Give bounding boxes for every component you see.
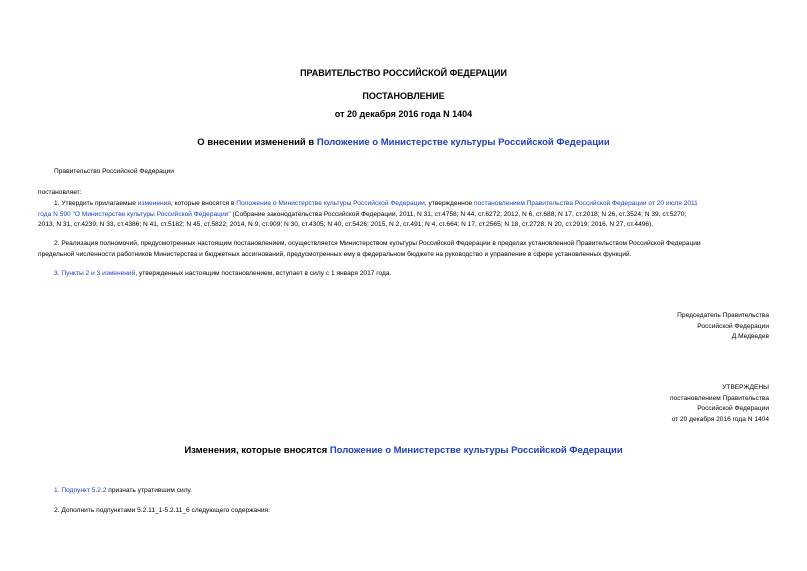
p3-link-items[interactable]: 3. Пункты 2 и 3 изменений bbox=[54, 270, 136, 277]
p1-text-2: , которые вносятся в bbox=[170, 200, 237, 207]
signature-block bbox=[569, 311, 769, 343]
signature-country: Российской Федерации bbox=[697, 322, 769, 330]
approval-line-3: Российской Федерации bbox=[697, 405, 769, 412]
change-item-1 bbox=[54, 486, 192, 497]
title-prefix: О внесении изменений в bbox=[197, 137, 317, 148]
p1-text-3: , утвержденное bbox=[424, 200, 474, 207]
changes-title-prefix: Изменения, которые вносятся bbox=[184, 445, 330, 456]
document-date: от 20 декабря 2016 года N 1404 bbox=[334, 109, 473, 119]
p1-text-1: 1. Утвердить прилагаемые bbox=[54, 200, 138, 207]
document-type: ПОСТАНОВЛЕНИЕ bbox=[362, 91, 445, 101]
changes-title-link[interactable]: Положение о Министерстве культуры Российской Федерации bbox=[329, 445, 623, 456]
signature-position: Председатель Правительства bbox=[677, 312, 769, 319]
government-name: ПРАВИТЕЛЬСТВО РОССИЙСКОЙ ФЕДЕРАЦИИ bbox=[300, 68, 507, 78]
paragraph-1-line-2 bbox=[38, 210, 770, 221]
approval-line-2: постановлением Правительства bbox=[669, 394, 769, 402]
item-1-link[interactable]: Подпункт 5.2.2 bbox=[61, 487, 107, 494]
change-item-2: 2. Дополнить подпунктами 5.2.11_1-5.2.11_6 следующего содержания: bbox=[54, 507, 270, 514]
changes-title bbox=[0, 445, 807, 456]
approval-heading: УТВЕРЖДЕНЫ bbox=[722, 384, 769, 391]
intro-author: Правительство Российской Федерации bbox=[54, 168, 174, 175]
paragraph-2-line-1: 2. Реализация полномочий, предусмотренных настоящим постановлением, осуществляется Министерством культуры Российской Федерации в пределах установленной Правительством Российской Федерации bbox=[54, 240, 701, 247]
p1-text-4: (Собрание законодательства Российской Федерации, 2011, N 31, ст.4758; N 44, ст.6272; 2012, N 6, ст.688; N 17, ст.2018; N 26, ст.3524; N 39, ст.5270; bbox=[230, 210, 687, 218]
p1-link-changes[interactable]: изменения bbox=[137, 200, 171, 207]
intro-resolves: постановляет: bbox=[38, 189, 82, 196]
p3-text: , утвержденных настоящим постановлением, вступает в силу с 1 января 2017 года. bbox=[135, 270, 392, 277]
paragraph-3 bbox=[54, 269, 391, 280]
item-1-number: 1. bbox=[54, 487, 62, 494]
item-1-text: признать утратившим силу. bbox=[106, 487, 193, 494]
p1-link-decree-part2[interactable]: года N 590 "О Министерстве культуры Российской Федерации" bbox=[38, 210, 231, 218]
p1-link-regulation[interactable]: Положение о Министерстве культуры Российской Федерации bbox=[236, 200, 425, 207]
signature-name: Д.Медведев bbox=[731, 333, 769, 340]
approval-block bbox=[569, 383, 769, 425]
approval-date: от 20 декабря 2016 года N 1404 bbox=[671, 415, 769, 423]
paragraph-2-line-2: предельной численности работников Министерства и бюджетных ассигнований, предусмотренных ему в федеральном бюджете на руководство и управление в сфере установленных функций. bbox=[38, 250, 632, 258]
paragraph-1-line-3: 2013, N 31, ст.4239; N 33, ст.4386; N 41, ст.5182; N 45, ст.5822; 2014, N 9, ст.909; N 30, ст.4305; N 40, ст.5426; 2015, N 2, ст.491; N 4, ст.664; N 17, ст.2565; N 18, ст.2728; N 20, ст.2919; 2016, N 27, ст.4496). bbox=[38, 221, 654, 228]
paragraph-2 bbox=[38, 239, 770, 260]
title-link[interactable]: Положение о Министерстве культуры Российской Федерации bbox=[316, 137, 610, 148]
p1-link-decree-part1[interactable]: постановлением Правительства Российской Федерации от 20 июля 2011 bbox=[474, 200, 698, 207]
paragraph-1 bbox=[38, 199, 770, 231]
document-title bbox=[0, 137, 807, 148]
paragraph-1-line-1 bbox=[38, 199, 770, 210]
